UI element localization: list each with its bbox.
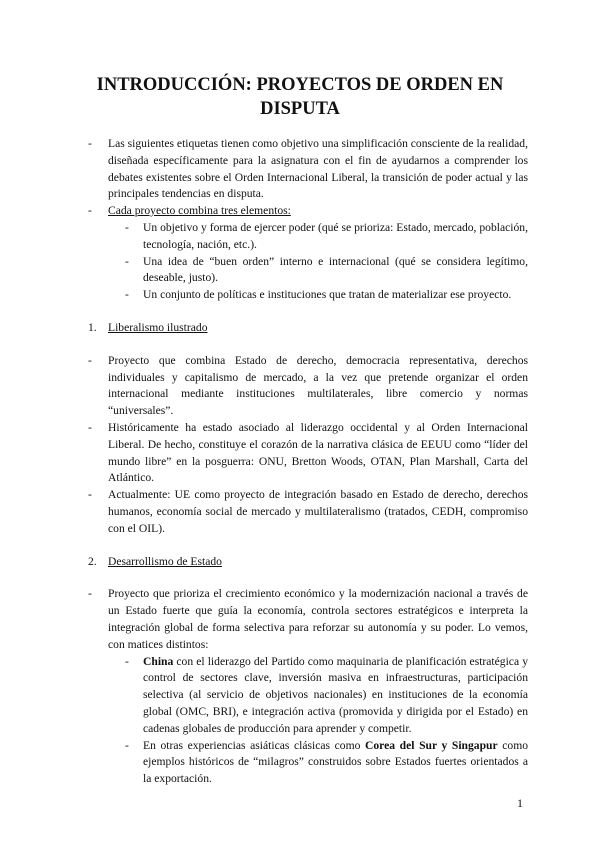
bullet-dash: - bbox=[125, 220, 129, 234]
document-title: INTRODUCCIÓN: PROYECTOS DE ORDEN EN DISPUTA bbox=[96, 75, 504, 119]
section1-item: - Proyecto que combina Estado de derecho, democracia representativa, derechos individuales y capitalismo de mercado, a la vez que pretende organizar el orden internacional mediante instituciones multilaterales, libre comercio y normas “universales”. bbox=[88, 353, 528, 420]
china-item: - China con el liderazgo del Partido como maquinaria de planificación estratégica y control de sectores clave, inversión masiva en infraestructuras, participación selectiva (al servicio de objetivos nacionales) en instituciones de la economía global (OMC, BRI), e integración activa (promovida y dirigida por el Estado) en cadenas globales de producción para aprender y competir. bbox=[125, 654, 528, 738]
bullet-dash: - bbox=[88, 137, 92, 150]
asia-item: - En otras experiencias asiáticas clásicas como Corea del Sur y Singapur como ejemplos históricos de “milagros” construidos sobre Estados fuertes orientados a la exportación. bbox=[125, 738, 528, 788]
section2-item: - Proyecto que prioriza el crecimiento económico y la modernización nacional a través de un Estado fuerte que guía la economía, controla sectores estratégicos e interpreta la integración global de forma selectiva para reforzar su autonomía y su poder. Lo vemos, con matices distintos: bbox=[88, 586, 528, 653]
section1-item: - Históricamente ha estado asociado al liderazgo occidental y al Orden Internacional Liberal. De hecho, constituye el corazón de la narrativa clásica de EEUU como “líder del mundo libre” en la posguerra: ONU, Bretton Woods, OTAN, Plan Marshall, Carta del Atlántico. bbox=[88, 420, 528, 487]
bullet-dash: - bbox=[125, 654, 129, 668]
bullet-dash: - bbox=[125, 254, 129, 268]
document-body bbox=[88, 136, 528, 788]
intro-paragraph: - Las siguientes etiquetas tienen como objetivo una simplificación consciente de la realidad, diseñada específicamente para la asignatura con el fin de ayudarnos a comprender los debates existentes sobre el Orden Internacional Liberal, la transición de poder actual y las principales tendencias en disputa. bbox=[88, 136, 528, 203]
bullet-dash: - bbox=[88, 353, 92, 367]
elements-heading: - Cada proyecto combina tres elementos: bbox=[88, 203, 528, 220]
section1-item: - Actualmente: UE como proyecto de integración basado en Estado de derecho, derechos humanos, economía social de mercado y multilateralismo (tratados, CEDH, compromiso con el OIL). bbox=[88, 487, 528, 537]
bullet-dash: - bbox=[88, 420, 92, 434]
page-number: 1 bbox=[517, 796, 523, 810]
element-item: - Un objetivo y forma de ejercer poder (qué se prioriza: Estado, mercado, población, tecnología, nación, etc.). bbox=[125, 220, 528, 254]
element-item: - Un conjunto de políticas e instituciones que tratan de materializar ese proyecto. bbox=[125, 287, 528, 304]
bullet-dash: - bbox=[88, 488, 92, 502]
section-heading-1: 1. Liberalismo ilustrado bbox=[88, 320, 208, 334]
bullet-dash: - bbox=[88, 204, 92, 218]
bullet-dash: - bbox=[125, 738, 129, 752]
bullet-dash: - bbox=[125, 288, 129, 302]
bullet-dash: - bbox=[88, 587, 92, 601]
element-item: - Una idea de “buen orden” interno e internacional (qué se considera legítimo, deseable, justo). bbox=[125, 254, 528, 288]
section-heading-2: 2. Desarrollismo de Estado bbox=[88, 554, 222, 568]
